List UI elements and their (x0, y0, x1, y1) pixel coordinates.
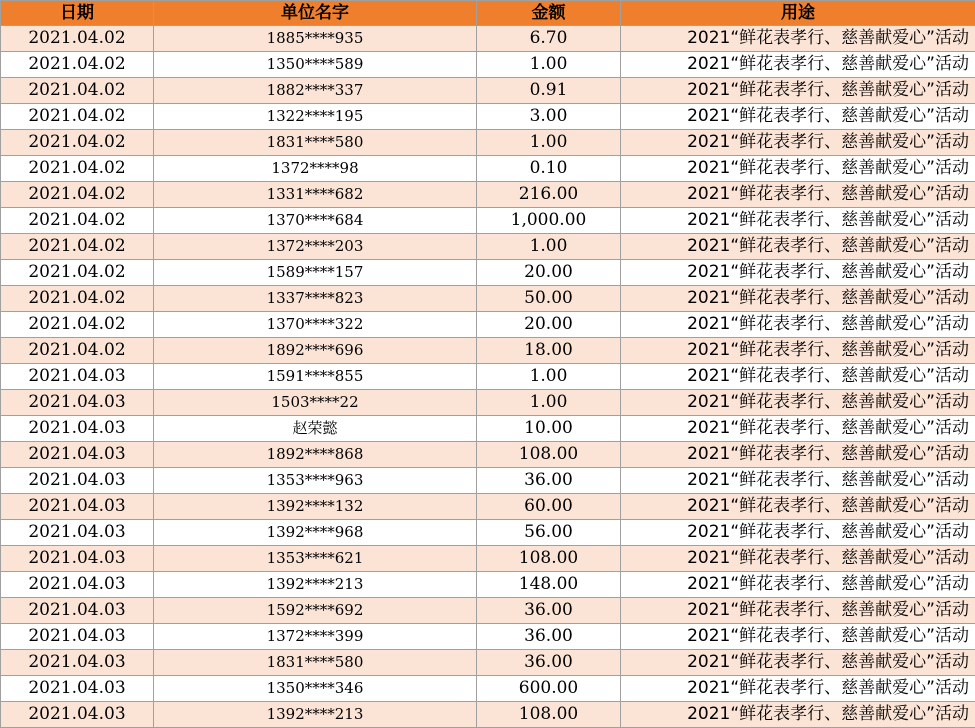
name-cell[interactable]: 1392****968 (154, 520, 477, 546)
name-cell[interactable]: 1353****963 (154, 468, 477, 494)
date-cell[interactable]: 2021.04.02 (1, 52, 154, 78)
table-row (1, 156, 975, 182)
name-cell[interactable]: 1592****692 (154, 598, 477, 624)
date-cell[interactable]: 2021.04.02 (1, 312, 154, 338)
date-cell[interactable]: 2021.04.03 (1, 624, 154, 650)
name-cell[interactable]: 1589****157 (154, 260, 477, 286)
date-cell[interactable]: 2021.04.03 (1, 598, 154, 624)
header-amount[interactable]: 金额 (477, 1, 621, 26)
table-row (1, 520, 975, 546)
date-cell[interactable]: 2021.04.02 (1, 78, 154, 104)
name-cell[interactable]: 1831****580 (154, 650, 477, 676)
purpose-cell[interactable]: 2021“鲜花表孝行、慈善献爱心”活动 (621, 364, 975, 390)
amount-cell[interactable]: 1.00 (477, 390, 621, 416)
table-row (1, 650, 975, 676)
date-cell[interactable]: 2021.04.02 (1, 130, 154, 156)
purpose-cell[interactable]: 2021“鲜花表孝行、慈善献爱心”活动 (621, 546, 975, 572)
purpose-cell[interactable]: 2021“鲜花表孝行、慈善献爱心”活动 (621, 312, 975, 338)
name-cell[interactable]: 1392****132 (154, 494, 477, 520)
name-cell[interactable]: 1591****855 (154, 364, 477, 390)
table-row (1, 52, 975, 78)
table-row (1, 234, 975, 260)
amount-cell[interactable]: 6.70 (477, 26, 621, 52)
table-row (1, 312, 975, 338)
purpose-cell[interactable]: 2021“鲜花表孝行、慈善献爱心”活动 (621, 676, 975, 702)
header-row (1, 1, 975, 26)
name-cell[interactable]: 1892****696 (154, 338, 477, 364)
table-row (1, 494, 975, 520)
table-row (1, 338, 975, 364)
purpose-cell[interactable]: 2021“鲜花表孝行、慈善献爱心”活动 (621, 390, 975, 416)
table-row (1, 390, 975, 416)
date-cell[interactable]: 2021.04.03 (1, 702, 154, 728)
amount-cell[interactable]: 1,000.00 (477, 208, 621, 234)
date-cell[interactable]: 2021.04.02 (1, 104, 154, 130)
purpose-cell[interactable]: 2021“鲜花表孝行、慈善献爱心”活动 (621, 182, 975, 208)
header-date[interactable]: 日期 (1, 1, 154, 26)
header-name[interactable]: 单位名字 (154, 1, 477, 26)
purpose-cell[interactable]: 2021“鲜花表孝行、慈善献爱心”活动 (621, 416, 975, 442)
purpose-cell[interactable]: 2021“鲜花表孝行、慈善献爱心”活动 (621, 78, 975, 104)
purpose-cell[interactable]: 2021“鲜花表孝行、慈善献爱心”活动 (621, 286, 975, 312)
amount-cell[interactable]: 108.00 (477, 702, 621, 728)
date-cell[interactable]: 2021.04.02 (1, 286, 154, 312)
date-cell[interactable]: 2021.04.02 (1, 234, 154, 260)
amount-cell[interactable]: 36.00 (477, 468, 621, 494)
name-cell[interactable]: 1392****213 (154, 702, 477, 728)
table-row (1, 182, 975, 208)
name-cell[interactable]: 1331****682 (154, 182, 477, 208)
amount-cell[interactable]: 36.00 (477, 624, 621, 650)
name-cell[interactable]: 1882****337 (154, 78, 477, 104)
name-cell[interactable]: 1370****322 (154, 312, 477, 338)
table-row (1, 208, 975, 234)
date-cell[interactable]: 2021.04.02 (1, 338, 154, 364)
amount-cell[interactable]: 108.00 (477, 442, 621, 468)
amount-cell[interactable]: 20.00 (477, 260, 621, 286)
name-cell[interactable]: 1892****868 (154, 442, 477, 468)
purpose-cell[interactable]: 2021“鲜花表孝行、慈善献爱心”活动 (621, 598, 975, 624)
date-cell[interactable]: 2021.04.03 (1, 468, 154, 494)
name-cell[interactable]: 1392****213 (154, 572, 477, 598)
name-cell[interactable]: 1885****935 (154, 26, 477, 52)
table-row (1, 572, 975, 598)
purpose-cell[interactable]: 2021“鲜花表孝行、慈善献爱心”活动 (621, 702, 975, 728)
table-row (1, 624, 975, 650)
purpose-cell[interactable]: 2021“鲜花表孝行、慈善献爱心”活动 (621, 260, 975, 286)
table-row (1, 598, 975, 624)
date-cell[interactable]: 2021.04.03 (1, 572, 154, 598)
name-cell[interactable]: 1350****589 (154, 52, 477, 78)
purpose-cell[interactable]: 2021“鲜花表孝行、慈善献爱心”活动 (621, 624, 975, 650)
amount-cell[interactable]: 60.00 (477, 494, 621, 520)
amount-cell[interactable]: 36.00 (477, 650, 621, 676)
purpose-cell[interactable]: 2021“鲜花表孝行、慈善献爱心”活动 (621, 208, 975, 234)
purpose-cell[interactable]: 2021“鲜花表孝行、慈善献爱心”活动 (621, 338, 975, 364)
amount-cell[interactable]: 1.00 (477, 234, 621, 260)
purpose-cell[interactable]: 2021“鲜花表孝行、慈善献爱心”活动 (621, 468, 975, 494)
amount-cell[interactable]: 50.00 (477, 286, 621, 312)
amount-cell[interactable]: 10.00 (477, 416, 621, 442)
name-cell[interactable]: 1353****621 (154, 546, 477, 572)
name-cell[interactable]: 1372****399 (154, 624, 477, 650)
purpose-cell[interactable]: 2021“鲜花表孝行、慈善献爱心”活动 (621, 234, 975, 260)
date-cell[interactable]: 2021.04.02 (1, 26, 154, 52)
amount-cell[interactable]: 108.00 (477, 546, 621, 572)
table-row (1, 26, 975, 52)
amount-cell[interactable]: 3.00 (477, 104, 621, 130)
amount-cell[interactable]: 1.00 (477, 364, 621, 390)
name-cell[interactable]: 1372****203 (154, 234, 477, 260)
amount-cell[interactable]: 0.10 (477, 156, 621, 182)
purpose-cell[interactable]: 2021“鲜花表孝行、慈善献爱心”活动 (621, 104, 975, 130)
date-cell[interactable]: 2021.04.03 (1, 676, 154, 702)
amount-cell[interactable]: 36.00 (477, 598, 621, 624)
date-cell[interactable]: 2021.04.02 (1, 182, 154, 208)
header-purpose[interactable]: 用途 (621, 1, 975, 26)
purpose-cell[interactable]: 2021“鲜花表孝行、慈善献爱心”活动 (621, 572, 975, 598)
date-cell[interactable]: 2021.04.03 (1, 546, 154, 572)
table-row (1, 416, 975, 442)
amount-cell[interactable]: 148.00 (477, 572, 621, 598)
purpose-cell[interactable]: 2021“鲜花表孝行、慈善献爱心”活动 (621, 130, 975, 156)
table-row (1, 78, 975, 104)
table-row (1, 286, 975, 312)
amount-cell[interactable]: 600.00 (477, 676, 621, 702)
amount-cell[interactable]: 0.91 (477, 78, 621, 104)
table-row (1, 468, 975, 494)
table-row (1, 546, 975, 572)
purpose-cell[interactable]: 2021“鲜花表孝行、慈善献爱心”活动 (621, 520, 975, 546)
date-cell[interactable]: 2021.04.03 (1, 520, 154, 546)
name-cell[interactable]: 1503****22 (154, 390, 477, 416)
table-row (1, 260, 975, 286)
purpose-cell[interactable]: 2021“鲜花表孝行、慈善献爱心”活动 (621, 156, 975, 182)
date-cell[interactable]: 2021.04.02 (1, 208, 154, 234)
table-row (1, 364, 975, 390)
table-row (1, 130, 975, 156)
date-cell[interactable]: 2021.04.03 (1, 494, 154, 520)
table-row (1, 442, 975, 468)
name-cell[interactable]: 1372****98 (154, 156, 477, 182)
amount-cell[interactable]: 20.00 (477, 312, 621, 338)
date-cell[interactable]: 2021.04.03 (1, 364, 154, 390)
purpose-cell[interactable]: 2021“鲜花表孝行、慈善献爱心”活动 (621, 650, 975, 676)
date-cell[interactable]: 2021.04.02 (1, 156, 154, 182)
date-cell[interactable]: 2021.04.03 (1, 416, 154, 442)
table-row (1, 676, 975, 702)
amount-cell[interactable]: 216.00 (477, 182, 621, 208)
table-row (1, 702, 975, 728)
purpose-cell[interactable]: 2021“鲜花表孝行、慈善献爱心”活动 (621, 442, 975, 468)
name-cell[interactable]: 1350****346 (154, 676, 477, 702)
purpose-cell[interactable]: 2021“鲜花表孝行、慈善献爱心”活动 (621, 494, 975, 520)
name-cell[interactable]: 1322****195 (154, 104, 477, 130)
name-cell[interactable]: 1370****684 (154, 208, 477, 234)
table-row (1, 104, 975, 130)
date-cell[interactable]: 2021.04.03 (1, 650, 154, 676)
name-cell[interactable]: 1337****823 (154, 286, 477, 312)
date-cell[interactable]: 2021.04.03 (1, 442, 154, 468)
amount-cell[interactable]: 56.00 (477, 520, 621, 546)
purpose-cell[interactable]: 2021“鲜花表孝行、慈善献爱心”活动 (621, 52, 975, 78)
purpose-cell[interactable]: 2021“鲜花表孝行、慈善献爱心”活动 (621, 26, 975, 52)
date-cell[interactable]: 2021.04.02 (1, 260, 154, 286)
amount-cell[interactable]: 1.00 (477, 52, 621, 78)
amount-cell[interactable]: 18.00 (477, 338, 621, 364)
date-cell[interactable]: 2021.04.03 (1, 390, 154, 416)
name-cell[interactable]: 1831****580 (154, 130, 477, 156)
amount-cell[interactable]: 1.00 (477, 130, 621, 156)
name-cell[interactable]: 赵荣懿 (154, 416, 477, 442)
